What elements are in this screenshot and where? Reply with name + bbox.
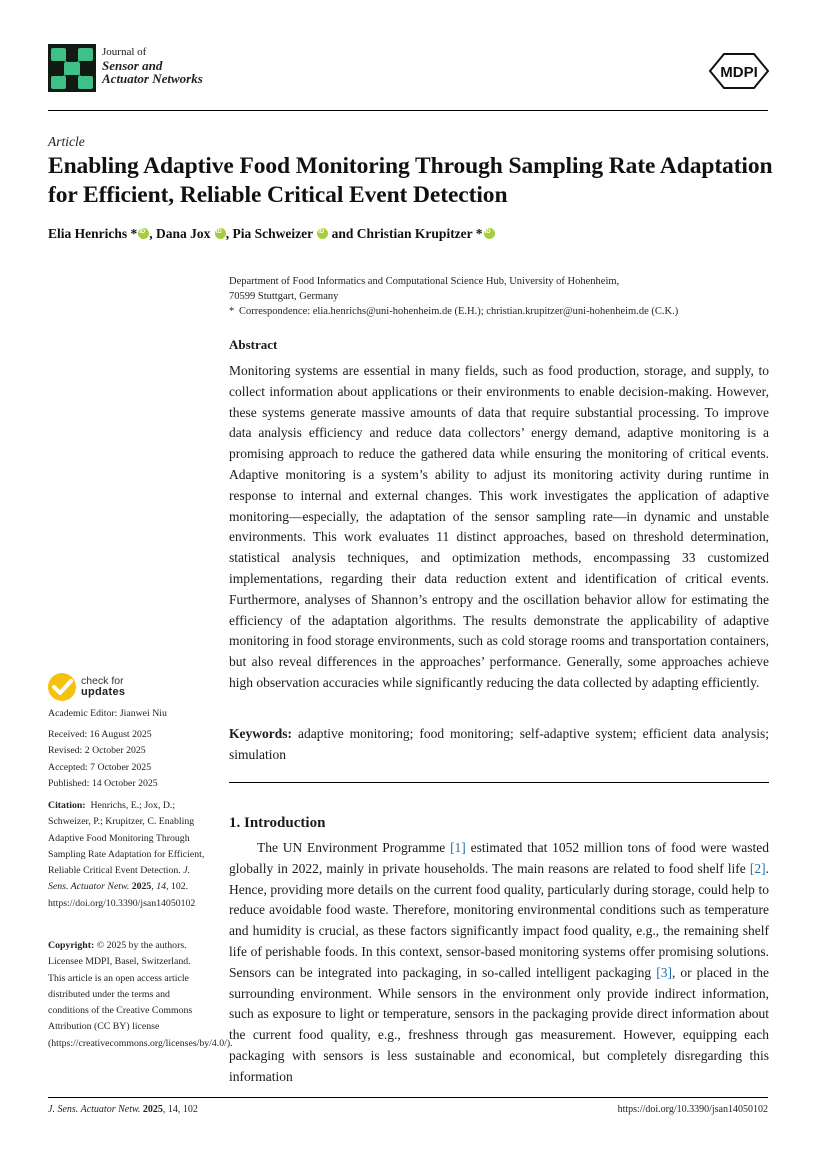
mdpi-logo[interactable] [708,52,770,90]
paper-title: Enabling Adaptive Food Monitoring Through Sampling Rate Adaptation for Efficient, Reliable Critical Event Detection [48,153,773,208]
introduction-paragraph [229,838,769,1088]
author-name[interactable]: Elia Henrichs [48,226,128,241]
svg-text:MDPI: MDPI [720,64,758,81]
author-separator: , [225,226,233,241]
affiliation-block [229,274,678,319]
keywords-text: adaptive monitoring; food monitoring; self-adaptive system; efficient data analysis; simulation [229,726,769,762]
keywords-label: Keywords: [229,726,292,741]
footer-volume-page: , 14, 102 [162,1104,198,1115]
footer-doi-link[interactable]: https://doi.org/10.3390/jsan14050102 [617,1104,768,1115]
reference-link[interactable]: [3] [656,964,672,980]
abstract-heading: Abstract [229,337,278,352]
body-text: The UN Environment Programme [257,840,451,855]
corresponding-mark: * [472,226,483,241]
abstract-divider [229,782,769,783]
author-spacer [210,226,213,241]
citation-year: 2025 [131,881,152,893]
citation-doi-link[interactable]: , 102. https://doi.org/10.3390/jsan14050102 [48,881,196,909]
copyright-text: © 2025 by the authors. Licensee MDPI, Basel, Switzerland. This article is an open access article distributed under the terms and conditions of the Creative Commons Attribution (CC BY) license (https://creativecommons.org/licenses/by/4.0/). [48,940,233,1049]
received-date: Received: 16 August 2025 [48,729,152,740]
accepted-date: Accepted: 7 October 2025 [48,761,152,773]
body-text: , or placed in the surrounding environment. While sensors in the environment only provide indirect information, such as exposure to light or temperature, sensors in the packaging provide direct information about the current food quality, e.g., freshness through gas measurement. However, equipping each packaging with sensors is less sustainable and economical, but completely disregarding this information [229,964,769,1084]
keywords [229,724,769,766]
check-for-updates-button[interactable] [48,673,125,701]
check-updates-label: updates [81,686,126,698]
citation-journal: J. Sens. Actuator Netw. [48,865,191,893]
author-name[interactable]: Dana Jox [156,226,211,241]
journal-name-line1: Journal of [102,46,147,58]
author-name[interactable]: Christian Krupitzer [356,226,473,241]
footer-year: 2025 [142,1104,163,1115]
citation-text: Henrichs, E.; Jox, D.; Schweizer, P.; Krupitzer, C. Enabling Adaptive Food Monitoring Through Sampling Rate Adaptation for Efficient, Reliable Critical Event Detection. [48,800,205,877]
check-updates-label: check for [81,675,124,687]
correspondence-text[interactable]: Correspondence: elia.henrichs@uni-hohenheim.de (E.H.); christian.krupitzer@uni-hohenheim.de (C.K.) [239,306,679,317]
author-name[interactable]: Pia Schweizer [232,226,313,241]
journal-logo[interactable] [48,44,203,92]
author-spacer [313,226,316,241]
footer-citation [48,1104,198,1115]
footer-divider [48,1097,768,1098]
revised-date: Revised: 2 October 2025 [48,745,146,757]
reference-link[interactable]: [2] [749,860,766,876]
citation-block: Citation: Henrichs, E.; Jox, D.; Schweizer, P.; Krupitzer, C. Enabling Adaptive Food Monitoring Through Sampling Rate Adaptation for Efficient, Reliable Critical Event Detection. J. Sens. Actuator Netw. 2025, 14, 102. https://doi.org/10.3390/jsan14050102 [48,800,205,909]
orcid-icon[interactable] [138,228,149,239]
author-separator: , [149,226,157,241]
affiliation-line: Department of Food Informatics and Computational Science Hub, University of Hohenheim, [229,276,620,287]
affiliation-line: 70599 Stuttgart, Germany [229,291,339,302]
author-list [48,226,495,242]
publication-dates [48,727,210,792]
orcid-icon[interactable] [484,228,495,239]
abstract-text: Monitoring systems are essential in many fields, such as food production, storage, and supply, to collect information about applications or their environments to enable decision-making. However, these systems generate massive amounts of data that require substantial processing. To improve data analysis efficiency and reduce data collectors’ energy demand, adaptive monitoring is a promising approach to reduce the gathered data while ensuring the monitoring of critical events. Adaptive monitoring is a system’s ability to adjust its monitoring activity during runtime in response to internal and external changes. This work investigates the application of adaptive monitoring—especially, the adaptation of the sensor sampling rate—in dynamic and unstable environments. This work evaluates 11 distinct approaches, based on threshold determination, statistical analysis techniques, and optimization methods, encompassing 33 customized implementations, regarding their data reduction extent and identification of critical events. Furthermore, analyses of Shannon’s entropy and the oscillation behavior allow for estimating the efficiency of the adaptation algorithms. The results demonstrate the applicability of adaptive monitoring in food storage environments, such as cold storage rooms and transportation containers, but also reveal differences in the approaches’ performance. Generally, some approaches achieve high observation accuracies while significantly reducing the data collected by adapting efficiently. [229,363,769,690]
journal-name-line2: Sensor and [102,58,163,73]
citation-label: Citation: [48,800,86,811]
copyright-label: Copyright: [48,940,95,951]
checkmark-icon [48,673,76,701]
corresponding-mark: * [127,226,138,241]
orcid-icon[interactable] [317,228,328,239]
author-separator: and [328,226,357,241]
academic-editor: Academic Editor: Jianwei Niu [48,708,167,719]
citation-volume: 14 [156,881,167,893]
body-text: estimated that 1052 million tons of food were wasted globally in 2022, mainly in private households. The main reasons are related to food shelf life [229,840,769,876]
article-type: Article [48,134,85,149]
copyright-block [48,938,233,1052]
asterisk: * [229,306,235,317]
correspondence-line [229,304,678,319]
header-divider [48,110,768,111]
journal-name-line3: Actuator Networks [102,71,203,86]
section-heading-introduction: 1. Introduction [229,815,326,831]
published-date: Published: 14 October 2025 [48,777,158,789]
network-nodes-icon [48,44,96,92]
reference-link[interactable]: [1] [450,840,466,855]
hexagon-icon [708,52,770,90]
orcid-icon[interactable] [215,228,226,239]
footer-journal: J. Sens. Actuator Netw. [48,1104,141,1115]
journal-name [102,46,203,85]
body-text: . Hence, providing more details on the current food quality, particularly during storage, could help to reduce avoidable food waste. Therefore, monitoring environmental conditions such as temperature and humidity is crucial, as these factors significantly impact food quality, e.g., the remaining shelf life of perishable foods. In this context, sensor-based monitoring systems offer promising solutions. Sensors can be integrated into packaging, in so-called intelligent packaging [229,860,769,980]
